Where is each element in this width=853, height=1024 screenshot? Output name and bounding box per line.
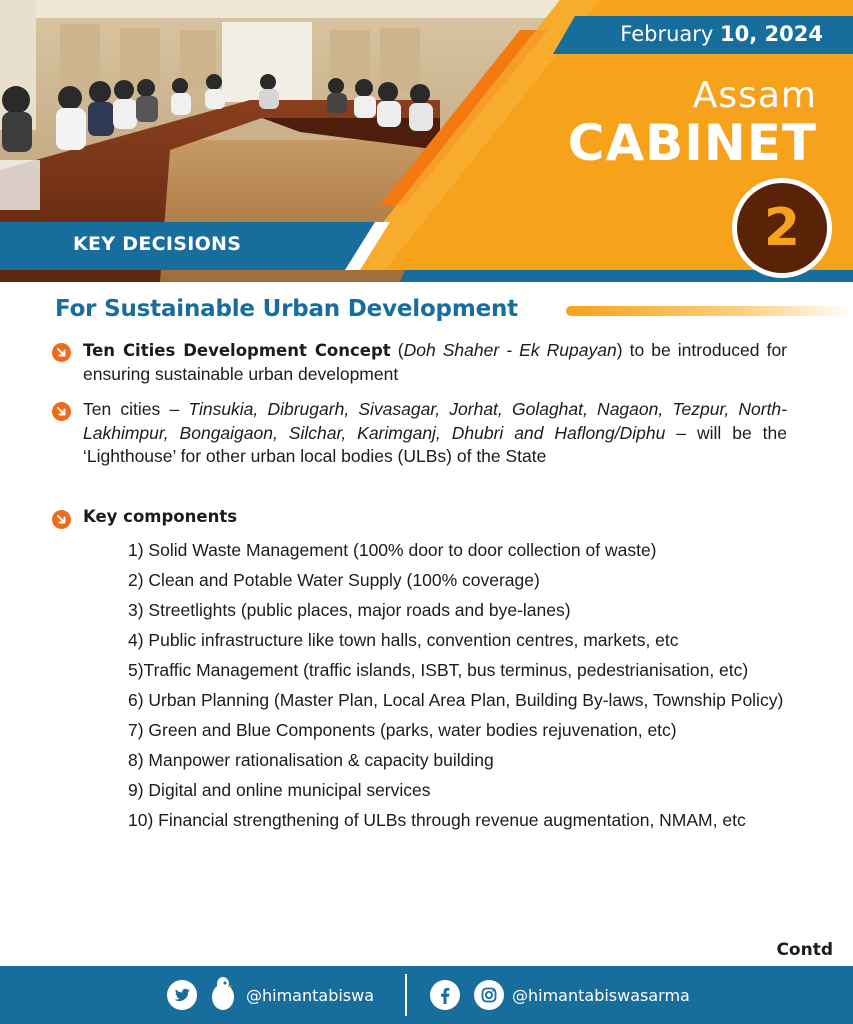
component-item: 7) Green and Blue Components (parks, water bodies rejuvenation, etc): [128, 720, 677, 740]
component-item: 9) Digital and online municipal services: [128, 780, 431, 800]
cabinet-heading: CABINET: [567, 114, 817, 172]
arrow-bullet-icon: [52, 343, 71, 362]
point-text: – will be the ‘Lighthouse’ for other urban local bodies (ULBs) of the State: [83, 422, 788, 466]
key-components-list: [128, 538, 786, 838]
component-item: 5)Traffic Management (traffic islands, ISBT, bus terminus, pedestrianisation, etc): [128, 660, 749, 680]
continued-label: Contd: [776, 940, 833, 960]
component-item: 8) Manpower rationalisation & capacity building: [128, 750, 494, 770]
point-bold: Ten Cities Development Concept: [83, 341, 391, 360]
facebook-icon[interactable]: [430, 980, 460, 1014]
date-label: [620, 22, 823, 46]
component-item: 1) Solid Waste Management (100% door to door collection of waste): [128, 540, 657, 560]
component-item: 4) Public infrastructure like town halls, convention centres, markets, etc: [128, 630, 679, 650]
point-ten-cities-concept: Ten Cities Development Concept (Doh Shaher - Ek Rupayan) to be introduced for ensuring sustainable urban development: [83, 340, 787, 384]
key-components-title: Key components: [83, 507, 238, 526]
header-banner: [0, 0, 853, 282]
city-list: Tinsukia, Dibrugarh, Sivasagar, Jorhat, Golaghat, Nagaon, Tezpur, North-Lakhimpur, Bongaigaon, Silchar, Karimganj, Dhubri and Haflong/Diphu: [83, 399, 787, 443]
component-item: 2) Clean and Potable Water Supply (100% coverage): [128, 570, 540, 590]
decision-number-badge: 2: [732, 178, 832, 278]
title-accent-bar: [566, 306, 853, 316]
state-name: Assam: [692, 75, 817, 116]
koo-icon[interactable]: [208, 976, 238, 1016]
component-item: 6) Urban Planning (Master Plan, Local Area Plan, Building By-laws, Township Policy): [128, 690, 784, 710]
instagram-icon[interactable]: [474, 980, 504, 1014]
key-decisions-label: KEY DECISIONS: [73, 233, 242, 255]
point-italic: Doh Shaher - Ek Rupayan: [403, 340, 617, 360]
arrow-bullet-icon: [52, 402, 71, 421]
footer-divider: [405, 974, 407, 1016]
point-ten-cities-list: [83, 398, 787, 469]
social-footer: [0, 966, 853, 1024]
twitter-icon[interactable]: [167, 980, 197, 1014]
arrow-bullet-icon: [52, 510, 71, 529]
point-text: to be introduced for ensuring sustainable urban development: [83, 340, 787, 384]
date-month: February: [620, 22, 721, 46]
handle-right[interactable]: @himantabiswasarma: [512, 986, 690, 1005]
component-item: 3) Streetlights (public places, major roads and bye-lanes): [128, 600, 571, 620]
component-item: 10) Financial strengthening of ULBs through revenue augmentation, NMAM, etc: [128, 810, 746, 830]
handle-left[interactable]: @himantabiswa: [246, 986, 375, 1005]
section-title: For Sustainable Urban Development: [55, 296, 518, 322]
point-lead: Ten cities –: [83, 399, 189, 419]
date-day-year: 10, 2024: [720, 22, 823, 46]
